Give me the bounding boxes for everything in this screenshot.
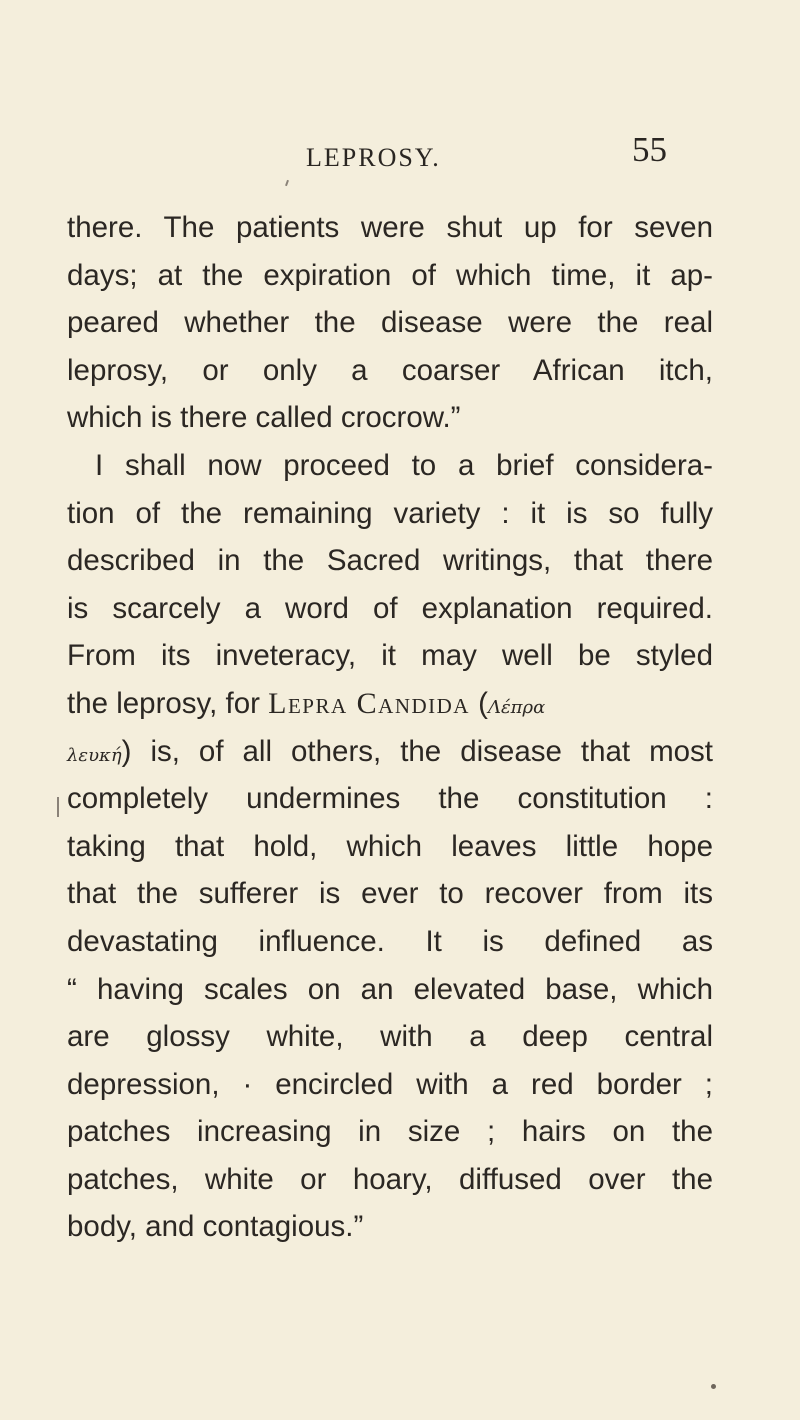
- text-line: there. The patients were shut up for seven: [67, 211, 713, 244]
- text-line: described in the Sacred writings, that there: [67, 544, 713, 578]
- text-line: days; at the expiration of which time, it ap-: [67, 258, 713, 292]
- mixed-prefix: the leprosy, for: [67, 686, 269, 720]
- running-title: LEPROSY.: [306, 143, 441, 172]
- text-line: devastating influence. It is defined as: [67, 924, 713, 958]
- text-line-mixed: [67, 728, 713, 776]
- text-line: patches, white or hoary, diffused over the: [67, 1162, 713, 1196]
- text-line: leprosy, or only a coarser African itch,: [67, 353, 713, 387]
- print-speck: [285, 180, 289, 186]
- text-line: patches increasing in size ; hairs on the: [67, 1115, 713, 1149]
- text-line: taking that hold, which leaves little hope: [67, 829, 713, 863]
- text-line: I shall now proceed to a brief considera-: [95, 448, 713, 482]
- lepra-candida-term: Lepra Candida: [268, 686, 470, 720]
- margin-mark: [57, 797, 59, 817]
- text-line: are glossy white, with a deep central: [67, 1020, 713, 1054]
- text-line: peared whether the disease were the real: [67, 306, 713, 340]
- text-line: that the sufferer is ever to recover from its: [67, 877, 713, 911]
- text-line: is, of all others, the disease that most: [150, 734, 713, 768]
- text-line: is scarcely a word of explanation required.: [67, 591, 713, 625]
- text-line: From its inveteracy, it may well be styled: [67, 639, 713, 673]
- print-dot: [711, 1384, 716, 1389]
- greek-term: Λέπρα: [488, 696, 546, 718]
- paren-close: ): [121, 734, 132, 768]
- page-number: 55: [632, 130, 667, 169]
- text-line: tion of the remaining variety : it is so fully: [67, 496, 713, 530]
- text-line-mixed: [67, 680, 713, 728]
- text-line: depression, · encircled with a red border ;: [67, 1067, 713, 1101]
- greek-term-continued: λευκή: [67, 744, 122, 766]
- text-line: which is there called crocrow.”: [67, 401, 461, 435]
- body-text: [67, 204, 713, 1251]
- text-line: body, and contagious.”: [67, 1210, 364, 1244]
- text-line: completely undermines the constitution :: [67, 782, 713, 816]
- text-line: “ having scales on an elevated base, which: [67, 972, 713, 1006]
- paren-open: (: [469, 686, 489, 720]
